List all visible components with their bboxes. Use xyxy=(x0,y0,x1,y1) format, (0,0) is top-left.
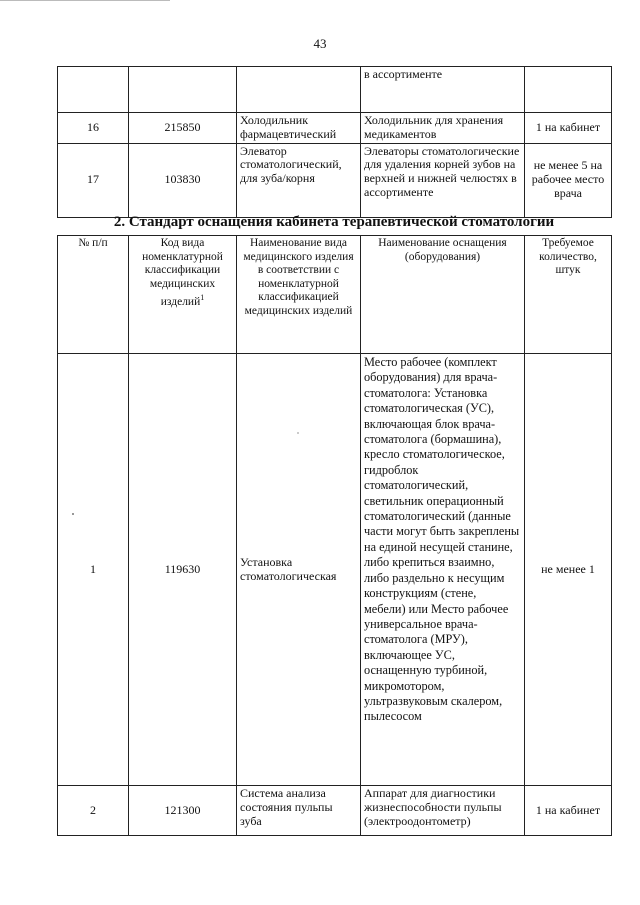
cell-code: 121300 xyxy=(129,786,237,836)
cell-equipment: Холодильник для хранения медикаментов xyxy=(361,113,525,144)
cell-name: Система анализа состояния пульпы зуба xyxy=(237,786,361,836)
table-row xyxy=(58,143,612,217)
cell-num xyxy=(58,67,129,113)
table-row xyxy=(58,354,612,786)
cell-qty: 1 на кабинет xyxy=(525,786,612,836)
page-number: 43 xyxy=(313,36,327,51)
footnote-marker: 1 xyxy=(200,293,205,302)
table-row xyxy=(58,67,612,113)
scan-artifact-line xyxy=(0,0,170,1)
table-row xyxy=(58,786,612,836)
cell-equipment: Элеваторы стоматологические для удаления корней зубов на верхней и нижней челюстях в ассортименте xyxy=(361,143,525,217)
cell-code: 103830 xyxy=(129,143,237,217)
scan-speck xyxy=(297,432,299,434)
cell-qty: 1 на кабинет xyxy=(525,113,612,144)
table-row xyxy=(58,113,612,144)
cell-name xyxy=(237,67,361,113)
table-header-row xyxy=(58,236,612,354)
header-num: № п/п xyxy=(58,236,129,354)
cell-name: Элеватор стоматологический, для зуба/корня xyxy=(237,143,361,217)
cell-code: 119630 xyxy=(129,354,237,786)
cell-num: 17 xyxy=(58,143,129,217)
cell-num: 2 xyxy=(58,786,129,836)
header-qty: Требуемое количество, штук xyxy=(525,236,612,354)
cell-name: Холодильник фармацевтический xyxy=(237,113,361,144)
equipment-table-continued xyxy=(57,66,612,218)
cell-equipment: в ассортименте xyxy=(361,67,525,113)
cell-num: 1 xyxy=(58,354,129,786)
equipment-standard-table xyxy=(57,235,612,836)
cell-equipment: Аппарат для диагностики жизнеспособности пульпы (электроодонтометр) xyxy=(361,786,525,836)
cell-qty xyxy=(525,67,612,113)
section-title: 2. Стандарт оснащения кабинета терапевтической стоматологии xyxy=(113,214,555,230)
cell-qty: не менее 5 на рабочее место врача xyxy=(525,143,612,217)
header-code xyxy=(129,236,237,354)
scan-speck xyxy=(72,513,74,515)
cell-code: 215850 xyxy=(129,113,237,144)
cell-num: 16 xyxy=(58,113,129,144)
header-name: Наименование вида медицинского изделия в соответствии с номенклатурной классификацией медицинских изделий xyxy=(237,236,361,354)
cell-code xyxy=(129,67,237,113)
cell-qty: не менее 1 xyxy=(525,354,612,786)
header-code-text: Код вида номенклатурной классификации медицинских изделий xyxy=(142,237,223,308)
header-equipment: Наименование оснащения (оборудования) xyxy=(361,236,525,354)
cell-equipment: Место рабочее (комплект оборудования) для врача-стоматолога: Установка стоматологическая (УС), включающая блок врача-стоматолога (бормашина), кресло стоматологическое, гидроблок стоматологический, светильник операционный стоматологический (данные части могут быть закреплены на единой несущей станине, либо крепиться взаимно, либо раздельно к несущим конструкциям (стене, мебели) или Место рабочее универсальное врача-стоматолога (МРУ), включающее УС, оснащенную турбиной, микромотором, ультразвуковым скалером, пылесосом xyxy=(361,354,525,786)
cell-name: Установка стоматологическая xyxy=(237,354,361,786)
